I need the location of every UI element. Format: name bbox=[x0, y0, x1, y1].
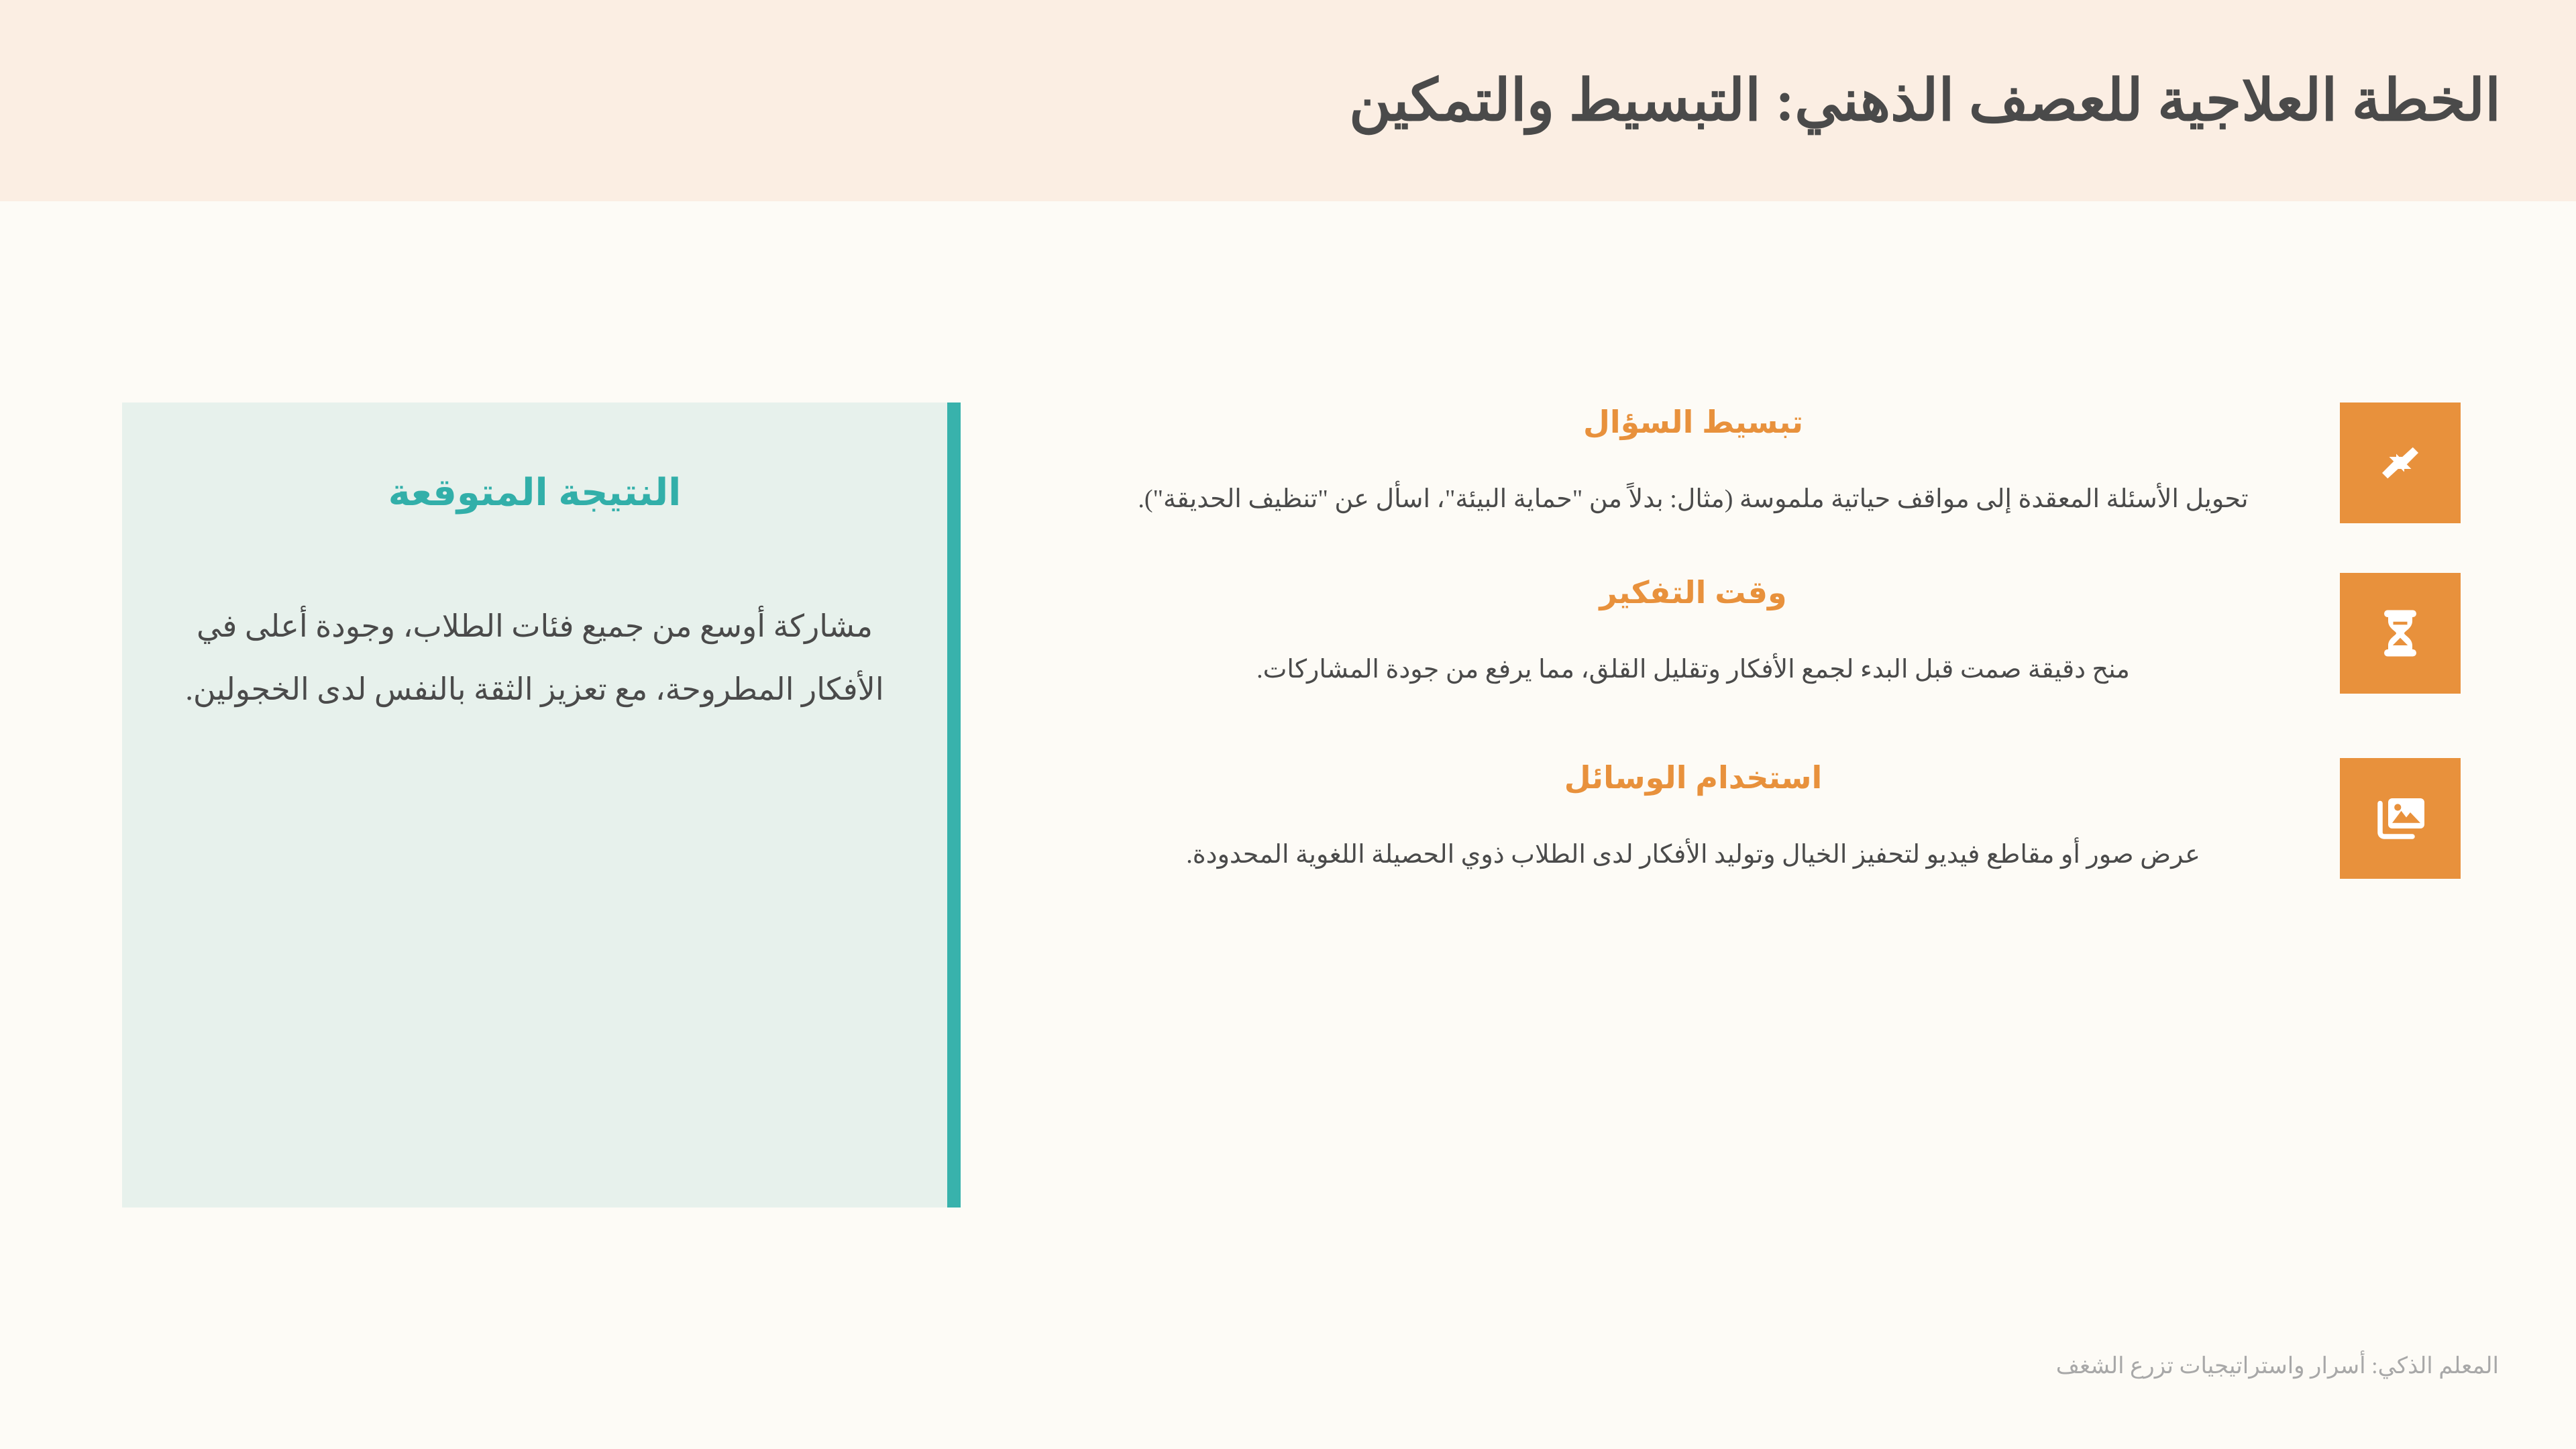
strategy-heading: استخدام الوسائل bbox=[1564, 760, 1823, 795]
strategy-text bbox=[1046, 758, 2340, 878]
hourglass-icon bbox=[2368, 601, 2432, 665]
page-title: الخطة العلاجية للعصف الذهني: التبسيط والتمكين bbox=[1348, 68, 2501, 133]
strategy-body: عرض صور أو مقاطع فيديو لتحفيز الخيال وتوليد الأفكار لدى الطلاب ذوي الحصيلة اللغوية المحدودة. bbox=[1186, 841, 2200, 869]
expected-outcome-card bbox=[122, 402, 947, 1208]
expected-outcome-heading: النتيجة المتوقعة bbox=[388, 471, 682, 513]
strategy-text bbox=[1046, 573, 2340, 693]
expected-outcome-content bbox=[122, 402, 947, 1208]
card-accent-bar bbox=[947, 402, 961, 1208]
footer-note: المعلم الذكي: أسرار واستراتيجيات تزرع الشغف bbox=[2055, 1354, 2499, 1379]
strategy-body: تحويل الأسئلة المعقدة إلى مواقف حياتية ملموسة (مثال: بدلاً من "حماية البيئة"، اسأل عن "تنظيف الحديقة"). bbox=[1138, 485, 2249, 514]
images-icon-tile bbox=[2340, 758, 2461, 879]
compress-arrows-icon bbox=[2368, 431, 2432, 495]
strategy-item bbox=[1046, 573, 2502, 694]
strategy-item bbox=[1046, 758, 2502, 879]
strategy-heading: وقت التفكير bbox=[1599, 575, 1787, 610]
strategy-body: منح دقيقة صمت قبل البدء لجمع الأفكار وتقليل القلق، مما يرفع من جودة المشاركات. bbox=[1256, 655, 2130, 684]
compress-arrows-icon-tile bbox=[2340, 402, 2461, 523]
strategy-list bbox=[1046, 402, 2502, 1342]
expected-outcome-body: مشاركة أوسع من جميع فئات الطلاب، وجودة أعلى في الأفكار المطروحة، مع تعزيز الثقة بالنفس لدى الخجولين. bbox=[185, 609, 884, 707]
slide-body bbox=[0, 201, 2576, 1449]
slide-header-band bbox=[0, 0, 2576, 201]
images-icon bbox=[2368, 786, 2432, 851]
strategy-text bbox=[1046, 402, 2340, 523]
hourglass-icon-tile bbox=[2340, 573, 2461, 694]
strategy-heading: تبسيط السؤال bbox=[1582, 405, 1804, 439]
strategy-item bbox=[1046, 402, 2502, 523]
